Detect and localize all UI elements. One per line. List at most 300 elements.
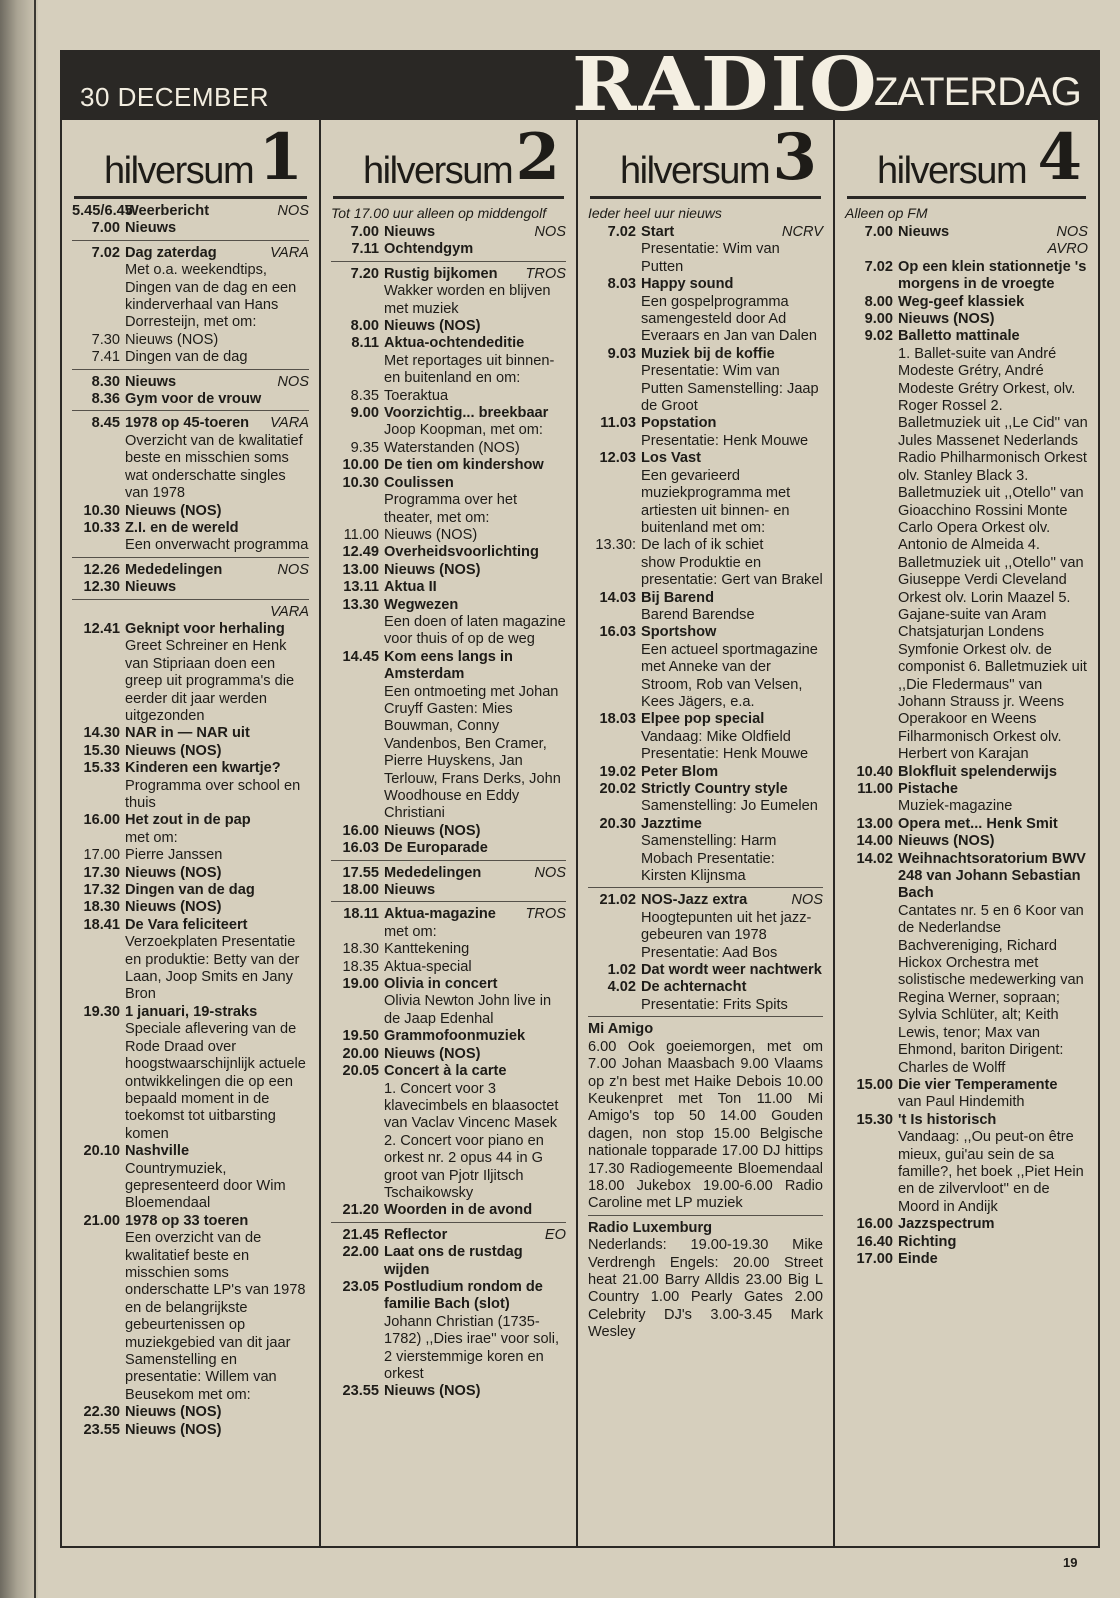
program-entry: [72, 391, 309, 408]
program-time: 13.00: [856, 815, 893, 832]
program-info: [641, 346, 823, 416]
program-entry: [331, 440, 566, 457]
program-title: Aktua-magazine: [384, 906, 496, 923]
column-hilversum-3: [578, 120, 835, 1546]
program-list: [588, 224, 823, 1017]
program-title: Blokfluit spelenderwijs: [898, 763, 1057, 780]
program-info: [125, 917, 309, 1004]
program-title: NOS-Jazz extra: [641, 892, 748, 909]
program-info: [125, 899, 309, 916]
program-entry: [588, 892, 823, 962]
program-time: 12.03: [599, 450, 636, 467]
section-text: 6.00 Ook goeiemorgen, met om 7.00 Johan Maasbach 9.00 Vlaams op z'n best met Haike Debois 10.00 Keukenpret met Ton 11.00 Mi Amigo's top 50 14.00 Gouden dagen, non stop 15.00 Belgische nationale topparade 17.00 DJ hittips 17.30 Radiogemeente Bloemendaal 18.00 Jukebox 19.00-6.00 Radio Caroline met LP muziek: [588, 1038, 823, 1212]
program-time: 18.30: [342, 941, 379, 958]
program-entry: [331, 1383, 566, 1400]
program-title: Opera met... Henk Smit: [898, 815, 1058, 832]
program-info: [125, 812, 309, 847]
program-time: 21.20: [342, 1202, 379, 1219]
broadcaster-label: NCRV: [781, 224, 823, 240]
station-header: [333, 120, 564, 199]
program-title: Nieuws: [384, 882, 436, 899]
program-entry: [588, 979, 823, 1014]
program-title: Nieuws (NOS): [384, 318, 481, 335]
program-time: 8.00: [350, 318, 379, 335]
program-info: [641, 624, 823, 711]
program-description: Johann Christian (1735-1782) ,,Dies irae'' voor soli, 2 vierstemmige koren en orkest: [384, 1313, 560, 1382]
program-info: [125, 391, 309, 408]
program-entry: [72, 1213, 309, 1404]
program-title: Nieuws: [125, 579, 177, 596]
program-entry: [72, 882, 309, 899]
program-entry: [331, 457, 566, 474]
program-description: Een actueel sportmagazine met Anneke van der Stroom, Rob van Velsen, Kees Jägers, e.a.: [641, 641, 818, 710]
program-entry: [331, 1279, 566, 1383]
program-time: 12.30: [83, 579, 120, 596]
program-time: 7.30: [91, 331, 120, 348]
program-info: [384, 941, 566, 958]
program-title: Nieuws (NOS): [384, 822, 481, 839]
program-info: [384, 544, 566, 561]
program-title: Kinderen een kwartje?: [125, 760, 281, 777]
program-entry: [588, 590, 823, 625]
program-time: 10.40: [856, 763, 893, 780]
divider: [72, 240, 309, 241]
program-info: [898, 311, 1088, 328]
program-info: [125, 743, 309, 760]
program-entry: [845, 816, 1088, 833]
program-title: Pierre Janssen: [125, 847, 223, 864]
program-title: 1 januari, 19-straks: [125, 1003, 258, 1020]
program-entry: [331, 597, 566, 649]
program-entry: [845, 1112, 1088, 1216]
program-entry: [331, 388, 566, 405]
program-title: 't Is historisch: [898, 1111, 997, 1128]
program-time: 9.02: [864, 328, 893, 345]
program-time: 9.00: [864, 311, 893, 328]
program-entry: [72, 203, 309, 220]
program-description: met om:: [125, 829, 178, 846]
program-info: [384, 457, 566, 474]
program-title: Nieuws (NOS): [125, 331, 219, 348]
program-info: [384, 597, 566, 649]
program-time: 20.30: [599, 815, 636, 832]
program-time: 12.41: [83, 620, 120, 637]
program-title: Jazztime: [641, 815, 702, 832]
program-title: Kom eens langs in Amsterdam: [384, 648, 513, 683]
program-time: 8.45: [91, 415, 120, 432]
program-entry: [72, 847, 309, 864]
broadcaster-label: NOS: [791, 892, 823, 909]
program-entry: [331, 906, 566, 941]
program-description: Verzoekplaten Presentatie en produktie: Betty van der Laan, Joop Smits en Jany Bron: [125, 934, 300, 1003]
program-entry: [72, 415, 309, 502]
program-info: [125, 725, 309, 742]
program-time: 17.55: [342, 864, 379, 881]
program-title: Nieuws (NOS): [125, 1404, 222, 1421]
station-intro: Tot 17.00 uur alleen op middengolf: [331, 205, 547, 221]
program-title: Voorzichtig... breekbaar: [384, 405, 549, 422]
program-entry: [72, 332, 309, 349]
program-info: [384, 976, 566, 1028]
program-info: [898, 816, 1088, 833]
program-time: 7.02: [607, 224, 636, 240]
program-time: 13.11: [343, 579, 379, 596]
program-info: [898, 1112, 1088, 1216]
program-description: met om:: [384, 923, 437, 940]
program-title: Nieuws (NOS): [384, 526, 478, 543]
program-entry: [331, 823, 566, 840]
program-description: Een ontmoeting met Johan Cruyff Gasten: Mies Bouwman, Conny Vandenbos, Ben Cramer, Pierre Huyskens, Jan Terlouw, Frans Derks, John Woodhouse en Eddy Christiani: [384, 683, 561, 822]
program-time: 9.03: [607, 345, 636, 362]
program-time: 11.00: [857, 781, 893, 797]
program-info: [125, 621, 309, 725]
program-time: 21.45: [342, 1226, 379, 1243]
program-title: Grammofoonmuziek: [384, 1028, 526, 1045]
program-time: 15.00: [856, 1076, 893, 1093]
program-title: De Europarade: [384, 840, 488, 857]
program-time: 4.02: [607, 979, 636, 996]
program-entry: [845, 328, 1088, 763]
program-time: 18.03: [599, 711, 636, 728]
program-info: [641, 962, 823, 979]
program-entry: [331, 241, 566, 258]
program-entry: [331, 527, 566, 544]
program-entry: [845, 833, 1088, 850]
program-description: Presentatie: Henk Mouwe: [641, 432, 809, 449]
program-info: [125, 865, 309, 882]
broadcaster-label: TROS: [525, 906, 566, 923]
program-time: 10.00: [342, 457, 379, 474]
page-edge: [0, 0, 38, 1598]
program-entry: [588, 624, 823, 711]
program-title: Geknipt voor herhaling: [125, 620, 285, 637]
program-info: [641, 537, 823, 589]
program-info: [384, 1028, 566, 1045]
program-time: 5.45/6.45: [72, 203, 133, 219]
program-info: [384, 388, 566, 405]
program-title: Overheidsvoorlichting: [384, 544, 539, 561]
program-title: De tien om kindershow: [384, 457, 544, 474]
program-info: [384, 1244, 566, 1279]
station-header: [74, 120, 307, 199]
program-description: Presentatie: Frits Spits: [641, 996, 788, 1013]
program-entry: [331, 266, 566, 318]
program-title: Nashville: [125, 1143, 190, 1160]
program-info: [125, 1422, 309, 1439]
program-entry: [588, 781, 823, 816]
program-time: 7.11: [351, 241, 379, 258]
program-time: 22.00: [342, 1244, 379, 1261]
program-entry: [845, 1077, 1088, 1112]
section-heading: Radio Luxemburg: [588, 1219, 713, 1236]
program-entry: [845, 311, 1088, 328]
divider: [331, 901, 566, 902]
program-title: Weihnachtsoratorium BWV 248 van Johann Sebastian Bach: [898, 850, 1086, 902]
program-time: 8.35: [350, 387, 379, 404]
program-time: 7.00: [350, 224, 379, 240]
program-entry: [845, 294, 1088, 311]
program-title: Kanttekening: [384, 941, 470, 958]
program-title: Pistache: [898, 781, 959, 797]
program-entry: [72, 1404, 309, 1421]
program-title: 1978 op 45-toeren: [125, 415, 250, 432]
station-number: 1: [258, 120, 303, 195]
program-time: 17.30: [83, 864, 120, 881]
program-title: 1978 op 33 toeren: [125, 1212, 249, 1229]
program-entry: [845, 224, 1088, 241]
program-info: [384, 440, 566, 457]
program-title: Los Vast: [641, 450, 702, 467]
broadcaster-label: VARA: [270, 415, 309, 432]
program-time: 15.30: [83, 742, 120, 759]
broadcaster-label: NOS: [277, 561, 309, 578]
program-entry: [72, 520, 309, 555]
program-entry: [72, 865, 309, 882]
program-time: 9.00: [350, 405, 379, 422]
program-title: Muziek bij de koffie: [641, 345, 775, 362]
program-title: Nieuws: [898, 224, 950, 240]
program-info: [384, 562, 566, 579]
program-description: Speciale aflevering van de Rode Draad over hoogstwaarschijnlijk actuele ontwikkelingen die op een bepaald moment in de toekomst tot uitbarsting komen: [125, 1021, 306, 1142]
program-info: [384, 241, 566, 258]
program-description: Wakker worden en blijven met muziek: [384, 283, 551, 317]
program-title: Nieuws (NOS): [125, 1421, 222, 1438]
program-entry: [331, 865, 566, 882]
program-title: Nieuws (NOS): [384, 1383, 481, 1400]
program-title: Concert à la carte: [384, 1063, 507, 1080]
program-info: [898, 1216, 1088, 1233]
program-entry: [588, 450, 823, 537]
program-entry: [845, 764, 1088, 781]
program-entry: [331, 976, 566, 1028]
program-entry: [331, 562, 566, 579]
program-entry: [72, 220, 309, 237]
program-time: 9.35: [350, 439, 379, 456]
station-name: hilversum: [620, 150, 770, 192]
program-time: 19.50: [342, 1028, 379, 1045]
program-entry: [588, 415, 823, 450]
program-description: 1. Concert voor 3 klavecimbels en blaasoctet van Vaclav Vincenc Masek 2. Concert voor piano en orkest nr. 2 opus 44 in G groot van Pjotr Iljitsch Tschaikowsky: [384, 1080, 559, 1201]
program-description: Samenstelling: Harm Mobach Presentatie: Kirsten Klijnsma: [641, 833, 777, 885]
program-description: show Produktie en presentatie: Gert van Brakel: [641, 554, 823, 589]
divider: [331, 860, 566, 861]
program-entry: [845, 1251, 1088, 1268]
program-info: [641, 450, 823, 537]
program-time: 18.30: [83, 899, 120, 916]
station-intro: Alleen op FM: [845, 205, 928, 221]
station-name: hilversum: [877, 150, 1027, 192]
divider: [72, 557, 309, 558]
program-title: Op een klein stationnetje 's morgens in de vroegte: [898, 258, 1087, 293]
program-title: Bij Barend: [641, 589, 714, 606]
program-info: [125, 220, 309, 237]
program-list: [72, 203, 309, 1439]
program-info: [125, 503, 309, 520]
broadcaster-label: TROS: [525, 265, 566, 282]
program-info: [384, 649, 566, 823]
program-title: Nieuws (NOS): [125, 502, 222, 519]
program-title: Popstation: [641, 415, 717, 432]
program-time: 13.00: [342, 561, 379, 578]
program-info: [898, 764, 1088, 781]
program-entry: [72, 1004, 309, 1143]
program-entry: [72, 1143, 309, 1213]
program-entry: [845, 851, 1088, 1077]
program-info: [384, 1202, 566, 1219]
program-description: van Paul Hindemith: [898, 1094, 1025, 1111]
program-description: Vandaag: Mike Oldfield Presentatie: Henk Mouwe: [641, 728, 809, 763]
program-description: Joop Koopman, met om:: [384, 422, 543, 439]
broadcaster-label: VARA: [270, 603, 309, 620]
program-info: [384, 1383, 566, 1400]
program-info: [384, 959, 566, 976]
program-title: Laat ons de rustdag wijden: [384, 1244, 523, 1278]
program-entry: [588, 276, 823, 346]
program-title: Aktua-special: [384, 958, 472, 975]
program-list: [331, 224, 566, 1401]
program-info: [125, 847, 309, 864]
station-number: 4: [1037, 120, 1082, 195]
program-entry: [845, 1234, 1088, 1251]
program-info: [125, 760, 309, 812]
broadcaster-label: NOS: [534, 224, 566, 240]
program-info: [641, 781, 823, 816]
program-entry: [588, 711, 823, 763]
program-info: [125, 332, 309, 349]
program-title: Weerbericht: [125, 203, 210, 219]
program-entry: [331, 941, 566, 958]
broadcaster-label: NOS: [277, 373, 309, 390]
program-entry: [72, 503, 309, 520]
program-entry: [72, 621, 309, 725]
program-info: [898, 781, 1088, 816]
program-time: 14.30: [83, 725, 120, 742]
program-title: De Vara feliciteert: [125, 916, 248, 933]
program-title: Nieuws (NOS): [125, 742, 222, 759]
program-info: [384, 1046, 566, 1063]
program-info: [384, 335, 566, 387]
broadcaster-label: AVRO: [1047, 241, 1088, 258]
section-text: Nederlands: 19.00-19.30 Mike Verdrengh Engels: 20.00 Street heat 21.00 Barry Alldis 23.00 Big L Country 1.00 Pearly Gates 2.00 Celebrity DJ's 3.00-3.45 Mark Wesley: [588, 1237, 823, 1341]
program-info: [898, 1077, 1088, 1112]
program-title: Dag zaterdag: [125, 244, 217, 261]
program-description: Presentatie: Wim van Putten Samenstelling: Jaap de Groot: [641, 363, 819, 415]
program-time: 23.05: [342, 1278, 379, 1295]
program-time: 14.02: [856, 850, 893, 867]
program-time: 17.32: [83, 882, 120, 899]
divider: [588, 1016, 823, 1017]
program-time: 23.55: [83, 1421, 120, 1438]
program-title: Nieuws: [125, 220, 177, 237]
program-entry: [72, 917, 309, 1004]
program-info: [898, 259, 1088, 294]
program-time: 12.26: [83, 561, 120, 578]
program-title: Nieuws (NOS): [384, 561, 481, 578]
program-description: Programma over school en thuis: [125, 777, 301, 811]
program-entry: [588, 962, 823, 979]
program-entry: [331, 882, 566, 899]
station-intro: Ieder heel uur nieuws: [588, 205, 722, 221]
program-title: De achternacht: [641, 979, 747, 996]
program-time: 18.35: [342, 958, 379, 975]
header-day: ZATERDAG: [874, 70, 1081, 114]
program-title: Toeraktua: [384, 387, 449, 404]
program-info: [898, 851, 1088, 1077]
program-time: 15.30: [856, 1111, 893, 1128]
program-info: [125, 1143, 309, 1213]
program-entry: [588, 764, 823, 781]
program-entry: [331, 840, 566, 857]
column-hilversum-1: [62, 120, 321, 1546]
program-time: 16.00: [342, 822, 379, 839]
program-info: [898, 833, 1088, 850]
program-info: [125, 579, 309, 596]
program-time: 22.30: [83, 1404, 120, 1421]
program-info: [125, 1004, 309, 1143]
program-entry: [72, 812, 309, 847]
program-time: 7.20: [350, 265, 379, 282]
program-time: 17.00: [856, 1250, 893, 1267]
program-entry: [331, 318, 566, 335]
program-time: 19.00: [342, 976, 379, 993]
program-title: Happy sound: [641, 276, 734, 293]
program-entry: [331, 579, 566, 596]
divider: [588, 1215, 823, 1216]
program-time: 19.30: [83, 1003, 120, 1020]
program-entry: [588, 816, 823, 886]
program-time: 13.30: [342, 596, 379, 613]
program-time: 23.55: [342, 1383, 379, 1400]
program-entry: [331, 1202, 566, 1219]
luxemburg-section: [588, 1220, 823, 1342]
program-description: Met o.a. weekendtips, Dingen van de dag en een kinderverhaal van Hans Dorresteijn, met om:: [125, 262, 297, 331]
program-entry: [331, 1063, 566, 1202]
program-time: 10.30: [342, 474, 379, 491]
program-time: 17.00: [83, 847, 120, 864]
program-time: 1.02: [607, 962, 636, 979]
program-entry: [331, 224, 566, 241]
program-entry: [845, 259, 1088, 294]
program-time: 10.30: [83, 502, 120, 519]
program-time: 18.11: [343, 906, 379, 923]
program-time: 20.00: [342, 1045, 379, 1062]
program-time: 11.00: [343, 526, 379, 543]
program-time: 15.33: [83, 760, 120, 777]
program-time: 14.45: [342, 648, 379, 665]
program-entry: [331, 544, 566, 561]
program-title: Nieuws: [384, 224, 436, 240]
program-info: [125, 882, 309, 899]
program-time: 13.30:: [595, 537, 636, 554]
program-time: 14.00: [856, 833, 893, 850]
program-info: [125, 520, 309, 555]
program-info: [641, 415, 823, 450]
program-time: 16.03: [342, 840, 379, 857]
program-title: Sportshow: [641, 624, 717, 641]
program-info: [384, 318, 566, 335]
program-title: Reflector: [384, 1226, 448, 1243]
program-time: 19.02: [599, 763, 636, 780]
divider: [588, 887, 823, 888]
program-info: [384, 823, 566, 840]
program-title: Die vier Temperamente: [898, 1076, 1058, 1093]
program-entry: [588, 537, 823, 589]
program-time: 20.10: [83, 1143, 120, 1160]
program-time: 21.02: [599, 892, 636, 909]
program-description: Greet Schreiner en Henk van Stipriaan doen een greep uit programma's die eerder dit jaar werden uitgezonden: [125, 638, 295, 724]
program-info: [641, 276, 823, 346]
program-info: [384, 405, 566, 440]
